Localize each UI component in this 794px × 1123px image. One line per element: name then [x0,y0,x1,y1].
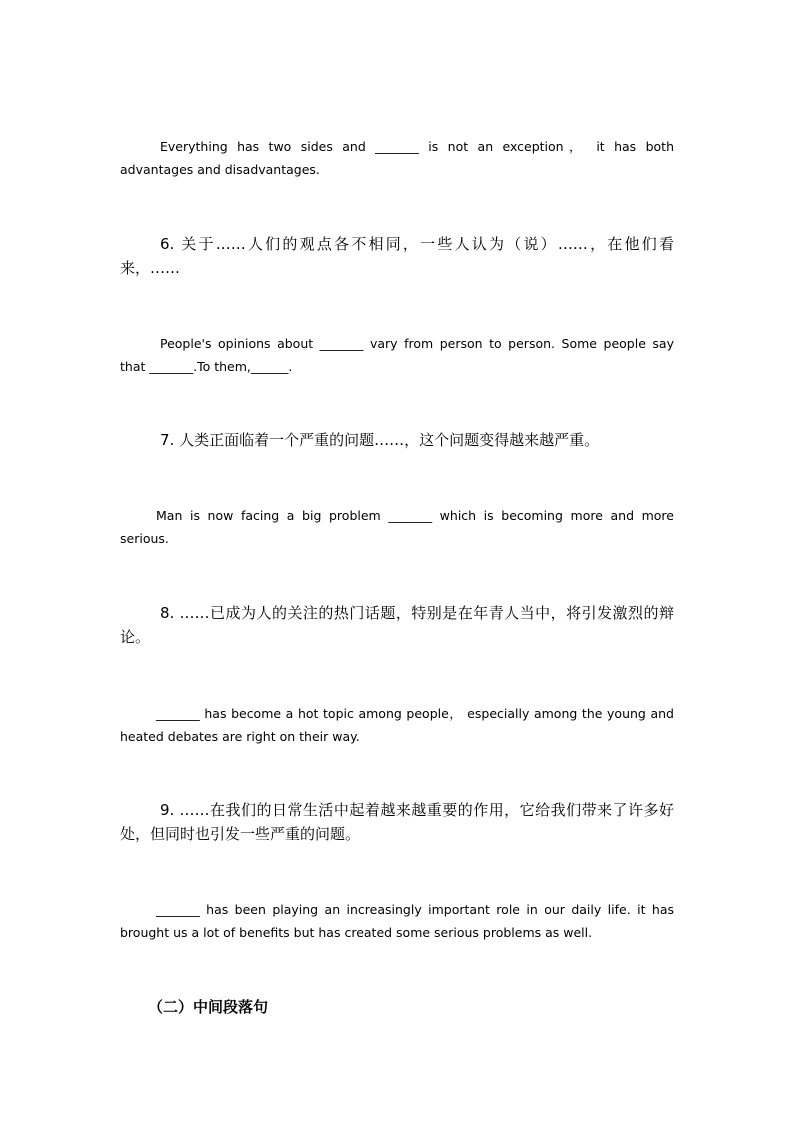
paragraph-chinese-9: 9. ……在我们的日常生活中起着越来越重要的作用，它给我们带来了许多好处，但同时也引发一些严重的问题。 [120,801,674,843]
paragraph-chinese-6: 6. 关于……人们的观点各不相同，一些人认为（说）……，在他们看来，…… [120,235,674,277]
paragraph-english-1: Everything has two sides and _______ is not an exception， it has both advantages and disadvantages. [120,139,674,177]
paragraph-chinese-8: 8. ……已成为人的关注的热门话题，特别是在年青人当中，将引发激烈的辩论。 [120,604,674,646]
paragraph-english-8: _______ has become a hot topic among people， especially among the young and heated debates are right on their way. [120,706,674,744]
paragraph-english-9: _______ has been playing an increasingly important role in our daily life. it has brought us a lot of benefits but has created some serious problems as well. [120,902,674,940]
paragraph-chinese-7: 7. 人类正面临着一个严重的问题……，这个问题变得越来越严重。 [160,431,600,449]
paragraph-english-7: Man is now facing a big problem _______ which is becoming more and more serious. [120,508,674,546]
section-heading: （二）中间段落句 [148,998,269,1016]
paragraph-english-6: People's opinions about _______ vary from person to person. Some people say that _______.To them,______. [120,336,674,374]
